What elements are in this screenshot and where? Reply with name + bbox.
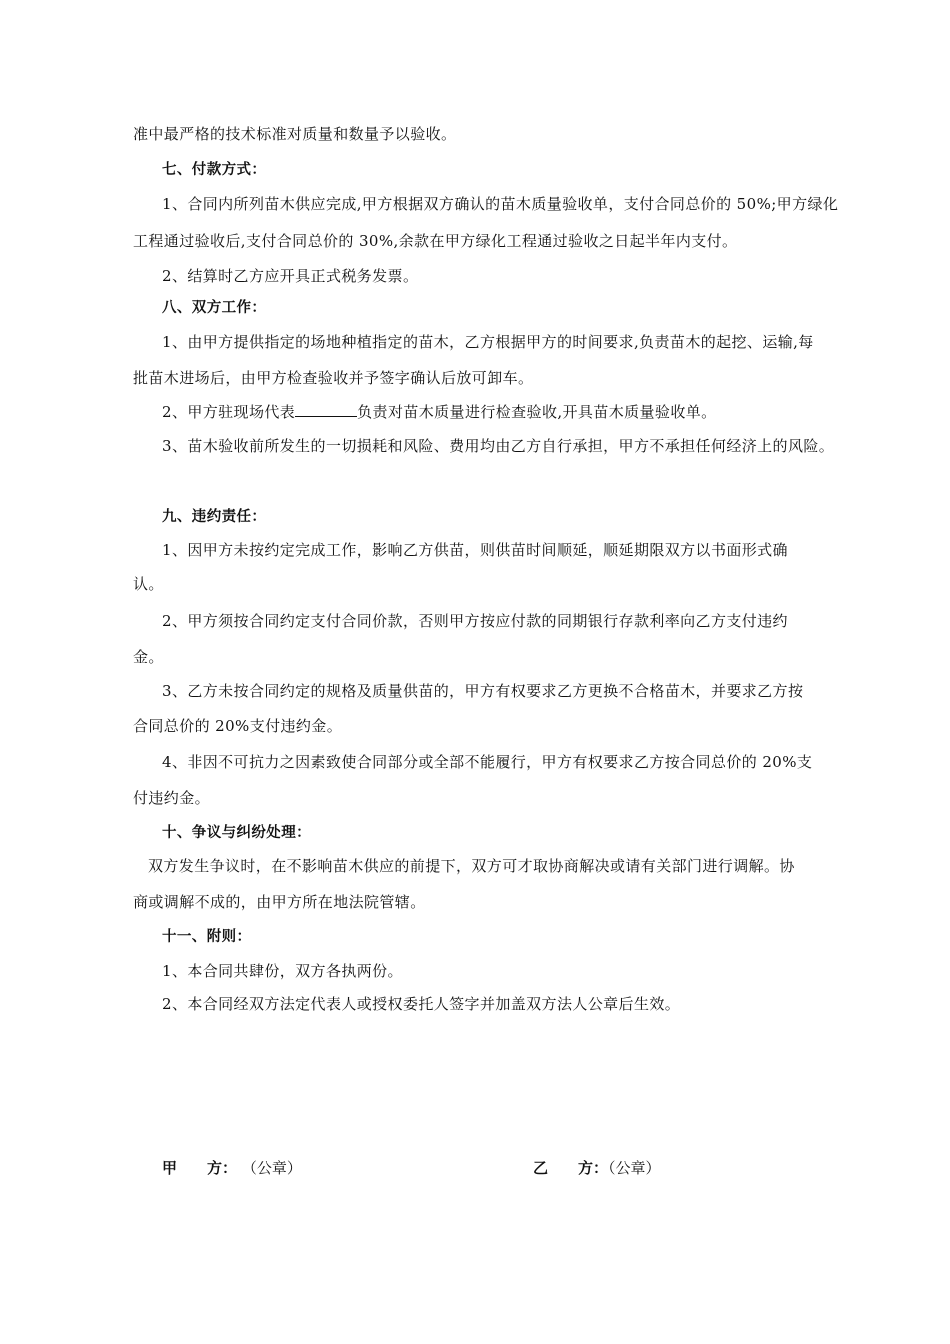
paragraph-line: 双方发生争议时，在不影响苗木供应的前提下，双方可才取协商解决或请有关部门进行调解。协 (148, 857, 795, 875)
paragraph-line: 2、结算时乙方应开具正式税务发票。 (162, 267, 419, 285)
paragraph-line: 3、苗木验收前所发生的一切损耗和风险、费用均由乙方自行承担，甲方不承担任何经济上的风险。 (162, 437, 835, 455)
paragraph-line: 1、由甲方提供指定的场地种植指定的苗木，乙方根据甲方的时间要求,负责苗木的起挖、运输,每 (162, 333, 814, 351)
section-heading-payment: 七、付款方式： (162, 162, 267, 178)
paragraph-line: 合同总价的 20%支付违约金。 (133, 717, 343, 735)
party-b-signature (533, 1158, 661, 1178)
paragraph-line: 商或调解不成的，由甲方所在地法院管辖。 (133, 893, 426, 911)
paragraph-line (162, 402, 717, 422)
paragraph-line: 金。 (133, 648, 164, 666)
party-b-seal: （公章） (608, 1159, 661, 1177)
paragraph-line: 1、本合同共肆份，双方各执两份。 (162, 962, 403, 980)
line-text: 负责对苗木质量进行检查验收,开具苗木质量验收单。 (357, 403, 717, 421)
party-a-label-2: 方： (207, 1159, 238, 1177)
paragraph-line: 2、本合同经双方法定代表人或授权委托人签字并加盖双方法人公章后生效。 (162, 995, 681, 1013)
paragraph-line: 批苗木进场后，由甲方检查验收并予签字确认后放可卸车。 (133, 369, 534, 387)
paragraph-line: 1、合同内所列苗木供应完成,甲方根据双方确认的苗木质量验收单，支付合同总价的 50%;甲方绿化 (162, 195, 839, 213)
paragraph-line: 3、乙方未按合同约定的规格及质量供苗的，甲方有权要求乙方更换不合格苗木，并要求乙方按 (162, 682, 804, 700)
party-a-label-1: 甲 (162, 1159, 178, 1177)
party-a-seal: （公章） (241, 1159, 302, 1177)
section-heading-supplementary: 十一、附则： (162, 929, 252, 945)
blank-underline (295, 402, 357, 417)
section-heading-liability: 九、违约责任： (162, 509, 267, 525)
party-a-signature (162, 1158, 302, 1178)
party-b-label-2: 方： (578, 1159, 609, 1177)
paragraph-line: 2、甲方须按合同约定支付合同价款，否则甲方按应付款的同期银行存款利率向乙方支付违约 (162, 612, 788, 630)
paragraph-line: 4、非因不可抗力之因素致使合同部分或全部不能履行，甲方有权要求乙方按合同总价的 20%支 (162, 753, 813, 771)
paragraph-line: 工程通过验收后,支付合同总价的 30%,余款在甲方绿化工程通过验收之日起半年内支付。 (133, 232, 738, 250)
party-b-label-1: 乙 (533, 1159, 549, 1177)
paragraph-line: 准中最严格的技术标准对质量和数量予以验收。 (133, 125, 457, 143)
paragraph-line: 认。 (133, 575, 164, 593)
section-heading-duties: 八、双方工作： (162, 300, 267, 316)
paragraph-line: 1、因甲方未按约定完成工作，影响乙方供苗，则供苗时间顺延，顺延期限双方以书面形式确 (162, 541, 788, 559)
paragraph-line: 付违约金。 (133, 789, 211, 807)
line-text: 2、甲方驻现场代表 (162, 403, 296, 421)
section-heading-disputes: 十、争议与纠纷处理： (162, 825, 311, 841)
